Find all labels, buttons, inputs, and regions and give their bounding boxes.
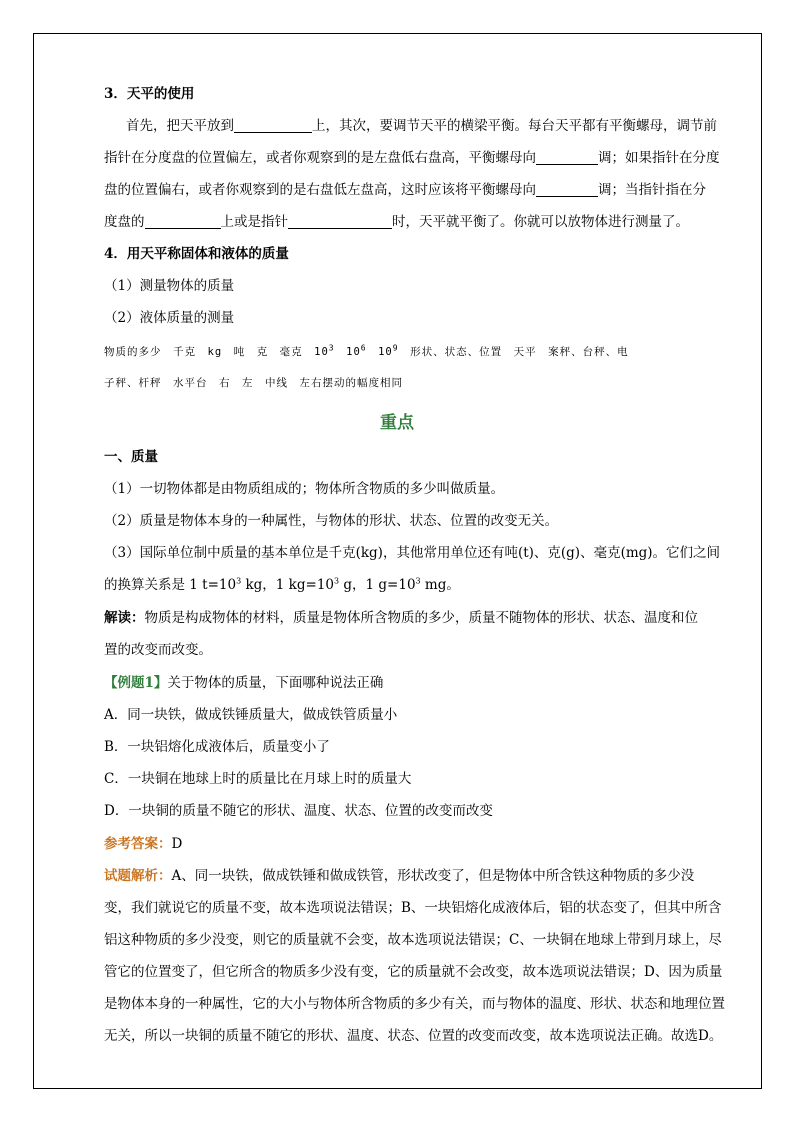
analysis-line-2: 变，我们就说它的质量不变，故本选项说法错误；B、一块铝熔化成液体后，铝的状态变了，但其中所含 (104, 900, 722, 916)
key-points-heading: 重点 (380, 413, 414, 433)
answers-line-2: 子秤、杆秤 水平台 右 左 中线 左右摆动的幅度相同 (104, 377, 403, 389)
example-question: 【例题1】关于物体的质量，下面哪种说法正确 (104, 675, 384, 691)
interpretation-label: 解读： (104, 610, 145, 626)
analysis-line-5: 是物体本身的一种属性，它的大小与物体所含物质的多少有关，而与物体的温度、形状、状态和地理位置 (104, 996, 725, 1012)
interpretation-line-2: 置的改变而改变。 (104, 642, 212, 658)
section-4-item-2: （2）液体质量的测量 (104, 310, 235, 326)
option-d: D．一块铜的质量不随它的形状、温度、状态、位置的改变而改变 (104, 803, 493, 819)
mass-point-1: （1）一切物体都是由物质组成的；物体所含物质的多少叫做质量。 (104, 481, 505, 497)
analysis-line-4: 管它的位置变了，但它所含的物质多少没有变，它的质量就不会改变，故本选项说法错误；D、因为质量 (104, 964, 723, 980)
fill-blank-4[interactable] (145, 214, 221, 229)
option-b: B．一块铝熔化成液体后，质量变小了 (104, 739, 330, 755)
mass-point-2: （2）质量是物体本身的一种属性，与物体的形状、状态、位置的改变无关。 (104, 513, 559, 529)
analysis-line-1: 试题解析：A、同一块铁，做成铁锤和做成铁管，形状改变了，但是物体中所含铁这种物质的多少没 (104, 868, 695, 884)
option-a: A．同一块铁，做成铁锤质量大，做成铁管质量小 (104, 707, 398, 723)
section-3-line-3: 盘的位置偏右，或者你观察到的是右盘低左盘高，这时应该将平衡螺母向 调；当指针指在分 (104, 182, 706, 198)
fill-blank-5[interactable] (288, 214, 392, 229)
answer-label: 参考答案： (104, 836, 172, 852)
fill-blank-2[interactable] (536, 150, 598, 165)
analysis-label: 试题解析： (104, 868, 172, 884)
section-3-line-4: 度盘的 上或是指针 时，天平就平衡了。你就可以放物体进行测量了。 (104, 214, 689, 230)
analysis-line-6: 无关，所以一块铜的质量不随它的形状、温度、状态、位置的改变而改变，故本选项说法正确。故选D。 (104, 1028, 723, 1044)
answers-line-1: 物质的多少 千克 kg 吨 克 毫克 $10^3$ $10^6$ $10^9$ 形状、状态、位置 天平 案秤、台秤、电 (104, 343, 629, 358)
section-4-title: 4．用天平称固体和液体的质量 (104, 246, 289, 262)
mass-point-3-cont: 的换算关系是 1 $t=10^3$ kg，1 $kg=10^3$ g，1 $g=10^3$ mg。 (104, 576, 460, 593)
mass-point-3: （3）国际单位制中质量的基本单位是千克(kg)，其他常用单位还有吨(t)、克(g)、毫克(mg)。它们之间 (104, 545, 721, 561)
option-c: C．一块铜在地球上时的质量比在月球上时的质量大 (104, 771, 412, 787)
analysis-line-3: 铝这种物质的多少没变，则它的质量就不会变，故本选项说法错误；C、一块铜在地球上带到月球上，尽 (104, 932, 722, 948)
fill-blank-3[interactable] (536, 182, 598, 197)
section-4-item-1: （1）测量物体的质量 (104, 278, 235, 294)
example-label: 【例题1】 (104, 675, 168, 691)
interpretation-line-1: 解读：物质是构成物体的材料，质量是物体所含物质的多少，质量不随物体的形状、状态、温度和位 (104, 610, 698, 626)
section-3-line-1: 首先，把天平放到 上，其次，要调节天平的横梁平衡。每台天平都有平衡螺母，调节前 (126, 118, 717, 134)
mass-section-title: 一、质量 (104, 449, 158, 465)
fill-blank-1[interactable] (234, 118, 312, 133)
reference-answer: 参考答案：D (104, 836, 183, 852)
section-3-title: 3．天平的使用 (104, 86, 195, 102)
section-3-line-2: 指针在分度盘的位置偏左，或者你观察到的是左盘低右盘高，平衡螺母向 调；如果指针在分度 (104, 150, 720, 166)
